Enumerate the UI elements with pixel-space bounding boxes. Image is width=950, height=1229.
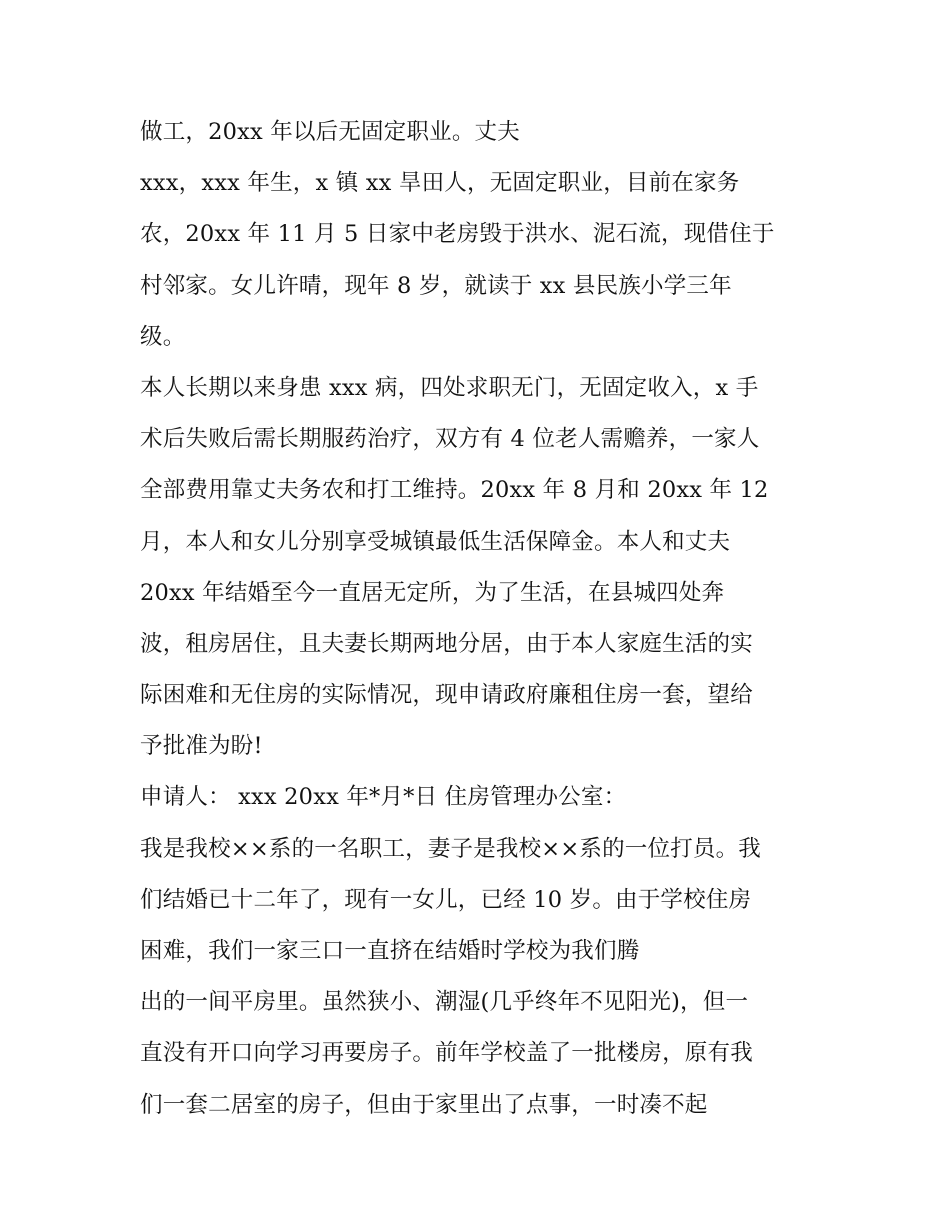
text-line: 级。	[140, 323, 186, 350]
text-line: 术后失败后需长期服药治疗，双方有 4 位老人需赡养，一家人	[140, 426, 760, 453]
text-line: 村邻家。女儿许晴，现年 8 岁，就读于 xx 县民族小学三年	[140, 272, 732, 299]
document-body	[140, 107, 830, 1131]
text-line: 本人长期以来身患 xxx 病，四处求职无门，无固定收入，x 手	[140, 374, 759, 401]
text-line: 出的一间平房里。虽然狭小、潮湿(几乎终年不见阳光)，但一	[140, 989, 749, 1016]
text-line: 农，20xx 年 11 月 5 日家中老房毁于洪水、泥石流，现借住于	[140, 221, 775, 248]
text-line: 月，本人和女儿分别享受城镇最低生活保障金。本人和丈夫	[140, 528, 731, 555]
text-line: 全部费用靠丈夫务农和打工维持。20xx 年 8 月和 20xx 年 12	[140, 477, 769, 504]
text-line: 波，租房居住，且夫妻长期两地分居，由于本人家庭生活的实	[140, 630, 753, 657]
text-line: xxx，xxx 年生，x 镇 xx 旱田人，无固定职业，目前在家务	[140, 170, 740, 197]
text-line: 20xx 年结婚至今一直居无定所，为了生活，在县城四处奔	[140, 579, 725, 606]
text-line: 困难，我们一家三口一直挤在结婚时学校为我们腾	[140, 938, 640, 964]
text-line: 做工，20xx 年以后无固定职业。丈夫	[140, 119, 520, 145]
text-line: 予批准为盼!	[140, 733, 263, 760]
text-line: 直没有开口向学习再要房子。前年学校盖了一批楼房，原有我	[140, 1040, 753, 1067]
text-line: 们结婚已十二年了，现有一女儿，已经 10 岁。由于学校住房	[140, 886, 752, 913]
text-line: 我是我校××系的一名职工，妻子是我校××系的一位打员。我	[140, 835, 762, 862]
text-line: 们一套二居室的房子，但由于家里出了点事，一时凑不起	[140, 1091, 708, 1118]
text-line: 申请人： xxx 20xx 年*月*日 住房管理办公室：	[140, 784, 627, 811]
text-line: 际困难和无住房的实际情况，现申请政府廉租住房一套，望给	[140, 682, 753, 709]
